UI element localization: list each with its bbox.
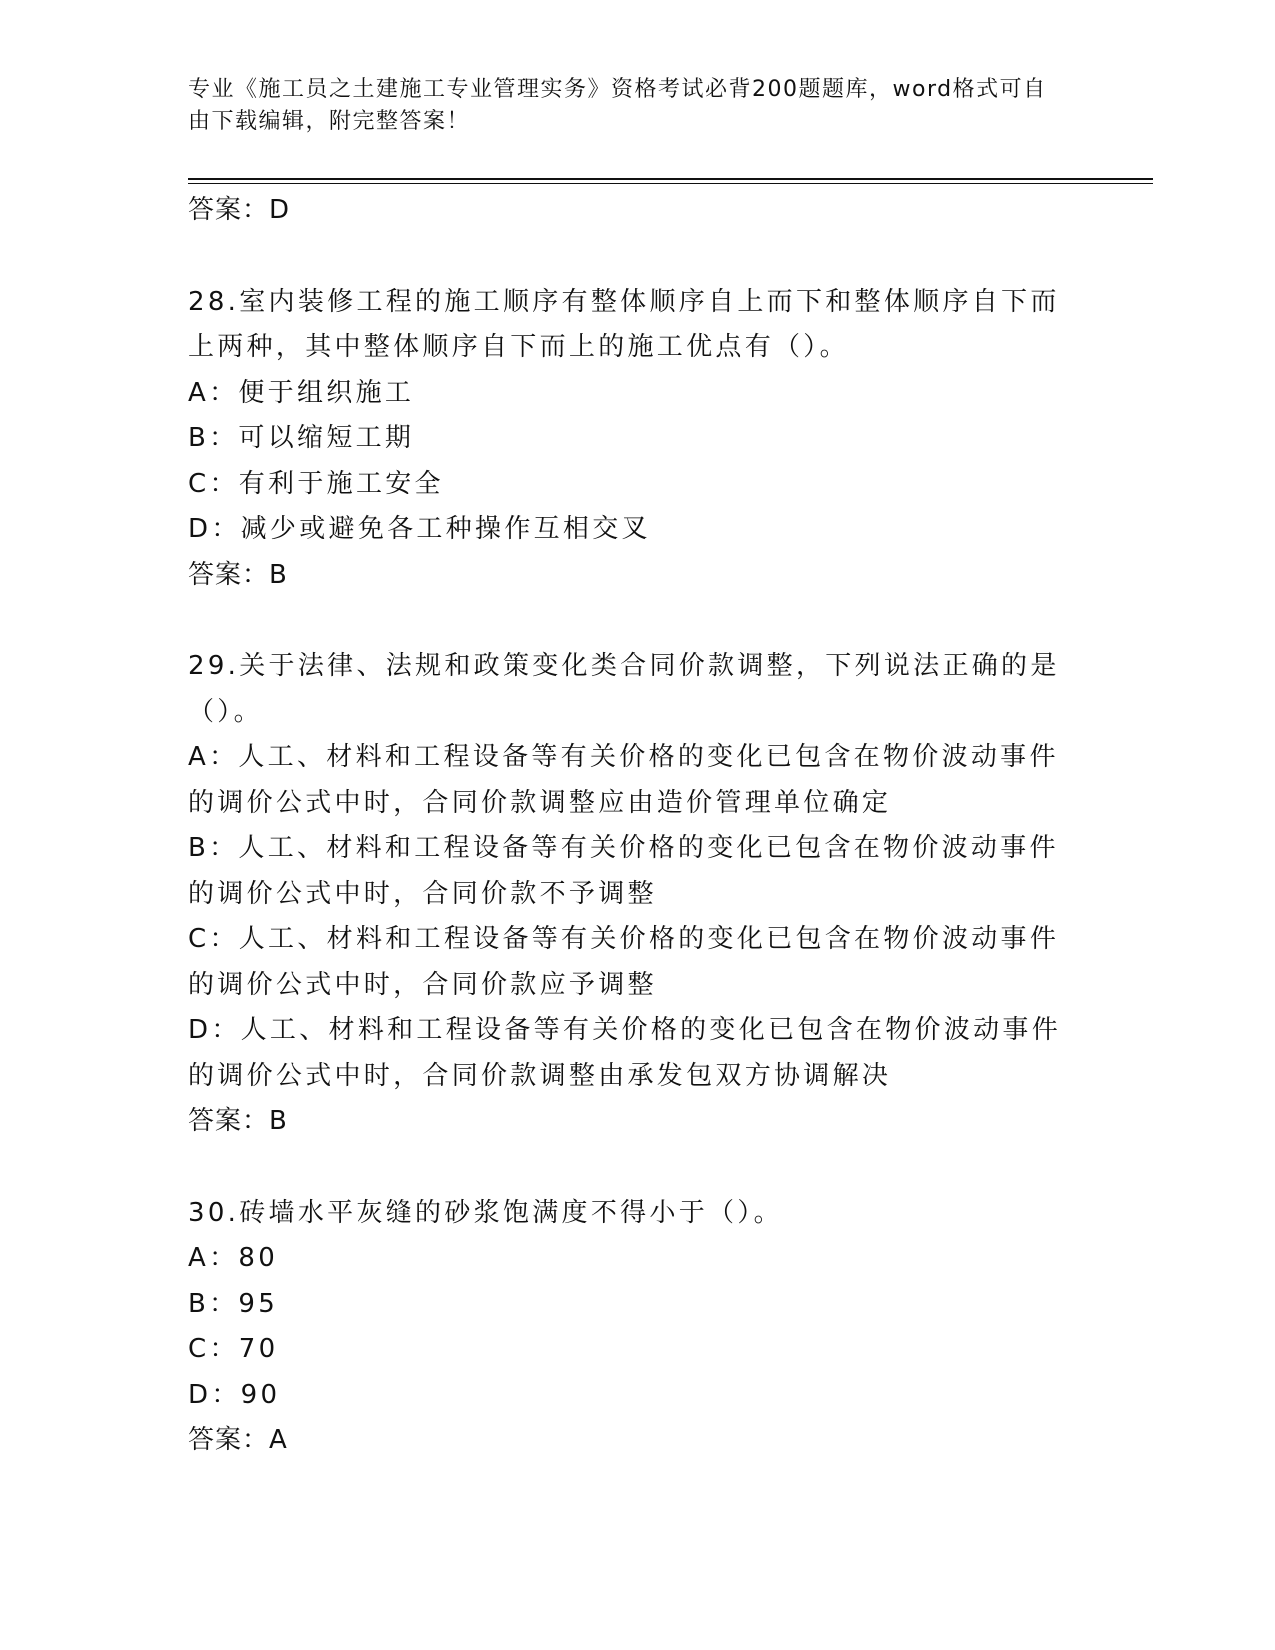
option-c: C：70 — [188, 1334, 279, 1364]
option-a: A：便于组织施工 — [188, 377, 415, 408]
question-answer — [188, 553, 1078, 599]
option-c: C：有利于施工安全 — [188, 468, 444, 499]
question-stem: 29.关于法律、法规和政策变化类合同价款调整，下列说法正确的是（）。 — [188, 651, 1060, 727]
spacer — [188, 1145, 1078, 1191]
answer-label: 答案： — [188, 559, 270, 590]
question-stem: 30.砖墙水平灰缝的砂浆饱满度不得小于（）。 — [188, 1197, 783, 1228]
answer-label: 答案： — [188, 1425, 270, 1455]
answer-value: B — [269, 1106, 288, 1136]
page-header: 专业《施工员之土建施工专业管理实务》资格考试必背200题题库，word格式可自由下载编辑，附完整答案！ — [188, 77, 1047, 134]
question-29 — [188, 644, 1078, 1145]
header-rule-thick — [188, 178, 1153, 180]
spacer — [188, 598, 1078, 644]
option-a: A：人工、材料和工程设备等有关价格的变化已包含在物价波动事件的调价公式中时，合同价款调整应由造价管理单位确定 — [188, 742, 1059, 818]
answer-value: B — [269, 559, 288, 590]
question-28 — [188, 280, 1078, 599]
option-a: A：80 — [188, 1243, 279, 1273]
answer-value: A — [269, 1425, 288, 1455]
document-body — [188, 188, 1078, 1464]
question-stem: 28.室内装修工程的施工顺序有整体顺序自上而下和整体顺序自下而上两种，其中整体顺序自下而上的施工优点有（）。 — [188, 286, 1060, 362]
option-d: D：减少或避免各工种操作互相交叉 — [188, 514, 651, 544]
option-b: B：95 — [188, 1288, 279, 1319]
option-c: C：人工、材料和工程设备等有关价格的变化已包含在物价波动事件的调价公式中时，合同价款应予调整 — [188, 924, 1060, 1000]
option-b: B：可以缩短工期 — [188, 423, 415, 453]
question-answer — [188, 1099, 1078, 1145]
option-b: B：人工、材料和工程设备等有关价格的变化已包含在物价波动事件的调价公式中时，合同价款不予调整 — [188, 833, 1059, 909]
spacer — [188, 234, 1078, 280]
previous-answer — [188, 188, 1078, 234]
question-answer — [188, 1418, 1078, 1464]
answer-label: 答案： — [188, 1106, 270, 1136]
question-30 — [188, 1191, 1078, 1464]
header-rule-thin — [188, 183, 1153, 184]
answer-value: D — [269, 195, 291, 225]
option-d: D：90 — [188, 1379, 281, 1410]
answer-label: 答案： — [188, 195, 270, 225]
option-d: D：人工、材料和工程设备等有关价格的变化已包含在物价波动事件的调价公式中时，合同价款调整由承发包双方协调解决 — [188, 1015, 1062, 1091]
